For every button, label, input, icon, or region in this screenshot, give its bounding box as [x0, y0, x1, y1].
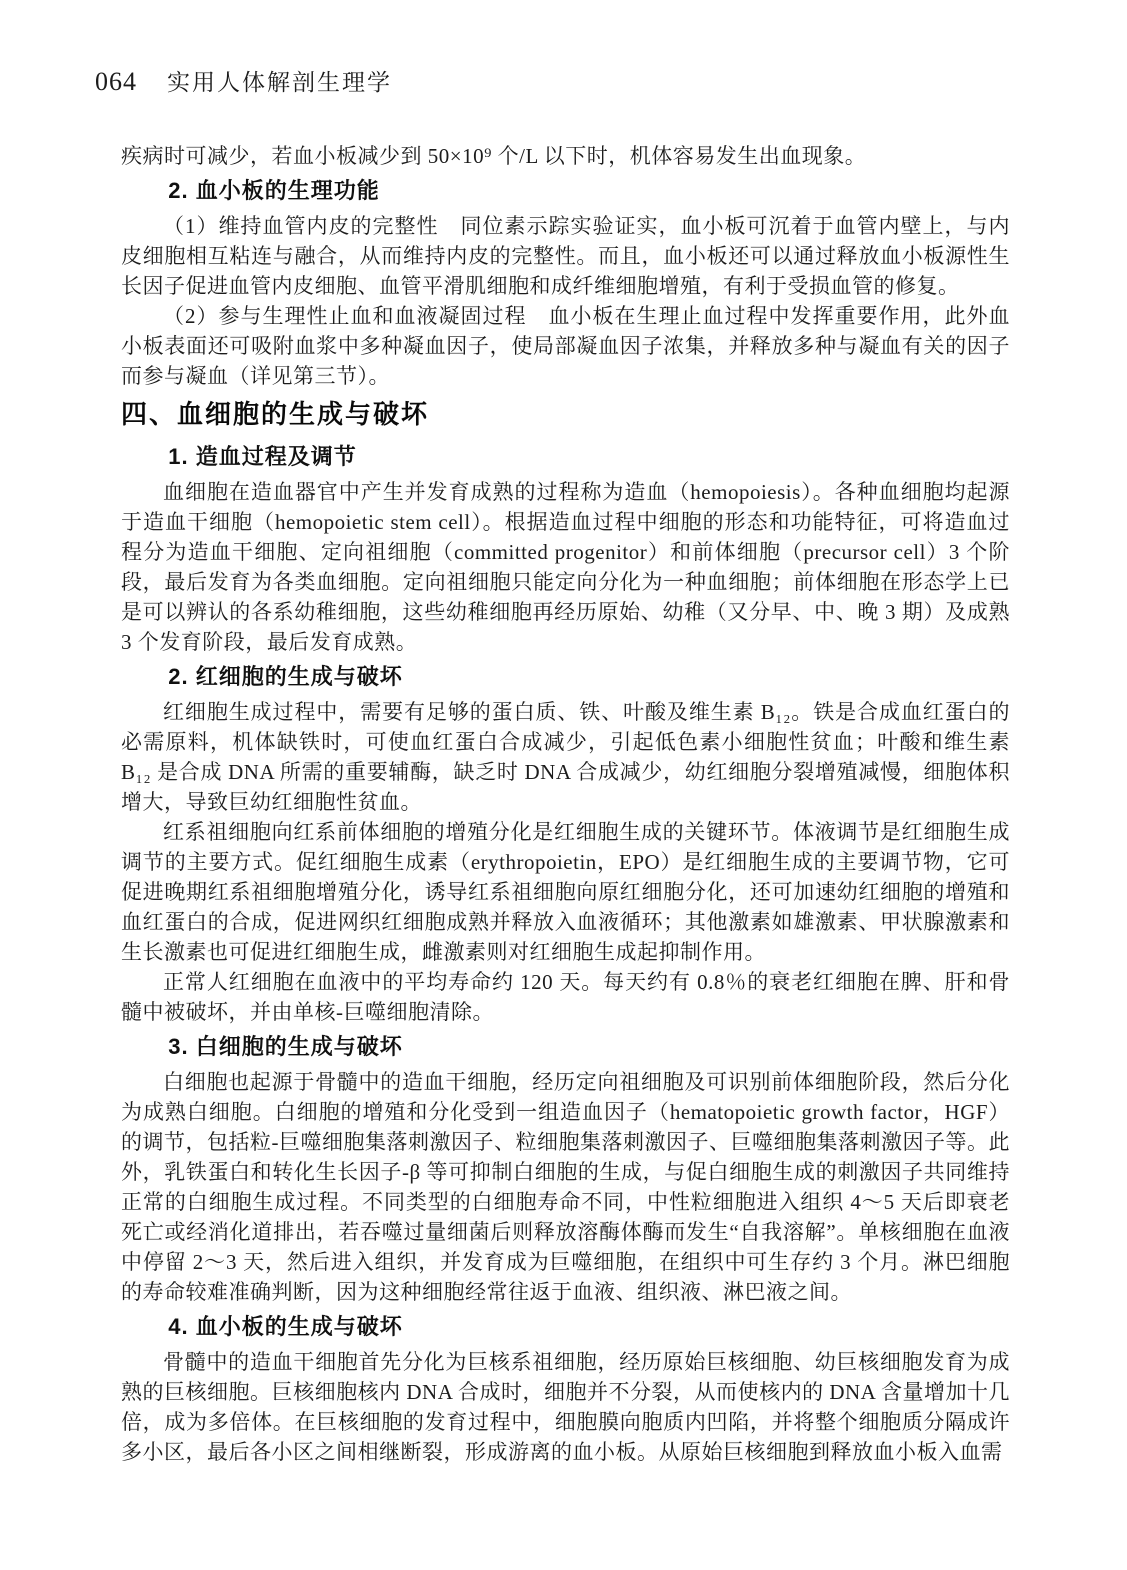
paragraph: （2）参与生理性止血和血液凝固过程 血小板在生理止血过程中发挥重要作用，此外血小板表面还可吸附血浆中多种凝血因子，使局部凝血因子浓集，并释放多种与凝血有关的因子而参与凝血（详见第三节）。 [121, 304, 1010, 388]
paragraph: 红系祖细胞向红系前体细胞的增殖分化是红细胞生成的关键环节。体液调节是红细胞生成调节的主要方式。促红细胞生成素（erythropoietin，EPO）是红细胞生成的主要调节物，它可促进晚期红系祖细胞增殖分化，诱导红系祖细胞向原红细胞分化，还可加速幼红细胞的增殖和血红蛋白的合成，促进网织红细胞成熟并释放入血液循环；其他激素如雄激素、甲状腺激素和生长激素也可促进红细胞生成，雌激素则对红细胞生成起抑制作用。 [121, 820, 1010, 964]
page-content [121, 141, 1010, 1467]
paragraph-continuation: 疾病时可减少，若血小板减少到 50×10⁹ 个/L 以下时，机体容易发生出血现象。 [121, 144, 867, 168]
page-number: 064 [95, 67, 137, 96]
paragraph: 白细胞也起源于骨髓中的造血干细胞，经历定向祖细胞及可识别前体细胞阶段，然后分化为成熟白细胞。白细胞的增殖和分化受到一组造血因子（hematopoietic growth factor，HGF）的调节，包括粒-巨噬细胞集落刺激因子、粒细胞集落刺激因子、巨噬细胞集落刺激因子等。此外，乳铁蛋白和转化生长因子-β 等可抑制白细胞的生成，与促白细胞生成的刺激因子共同维持正常的白细胞生成过程。不同类型的白细胞寿命不同，中性粒细胞进入组织 4～5 天后即衰老死亡或经消化道排出，若吞噬过量细菌后则释放溶酶体酶而发生“自我溶解”。单核细胞在血液中停留 2～3 天，然后进入组织，并发育成为巨噬细胞，在组织中可生存约 3 个月。淋巴细胞的寿命较难准确判断，因为这种细胞经常往返于血液、组织液、淋巴液之间。 [121, 1070, 1010, 1304]
paragraph: 正常人红细胞在血液中的平均寿命约 120 天。每天约有 0.8％的衰老红细胞在脾、肝和骨髓中被破坏，并由单核-巨噬细胞清除。 [121, 970, 1010, 1024]
paragraph: 红细胞生成过程中，需要有足够的蛋白质、铁、叶酸及维生素 B₁₂。铁是合成血红蛋白的必需原料，机体缺铁时，可使血红蛋白合成减少，引起低色素小细胞性贫血；叶酸和维生素 B₁₂ 是合成 DNA 所需的重要辅酶，缺乏时 DNA 合成减少，幼红细胞分裂增殖减慢，细胞体积增大，导致巨幼红细胞性贫血。 [121, 700, 1010, 814]
subsection-heading-rbc: 2. 红细胞的生成与破坏 [168, 664, 403, 689]
section-heading-blood-cell-generation: 四、血细胞的生成与破坏 [121, 399, 430, 429]
subsection-heading-platelet-generation: 4. 血小板的生成与破坏 [168, 1314, 403, 1339]
subsection-heading-platelet-function: 2. 血小板的生理功能 [168, 178, 380, 203]
subsection-heading-hemopoiesis: 1. 造血过程及调节 [168, 444, 357, 469]
book-title: 实用人体解剖生理学 [167, 70, 392, 95]
subsection-heading-wbc: 3. 白细胞的生成与破坏 [168, 1034, 403, 1059]
paragraph: （1）维持血管内皮的完整性 同位素示踪实验证实，血小板可沉着于血管内壁上，与内皮细胞相互粘连与融合，从而维持内皮的完整性。而且，血小板还可以通过释放血小板源性生长因子促进血管内皮细胞、血管平滑肌细胞和成纤维细胞增殖，有利于受损血管的修复。 [121, 214, 1010, 298]
paragraph: 血细胞在造血器官中产生并发育成熟的过程称为造血（hemopoiesis）。各种血细胞均起源于造血干细胞（hemopoietic stem cell）。根据造血过程中细胞的形态和功能特征，可将造血过程分为造血干细胞、定向祖细胞（committed progenitor）和前体细胞（precursor cell）3 个阶段，最后发育为各类血细胞。定向祖细胞只能定向分化为一种血细胞；前体细胞在形态学上已是可以辨认的各系幼稚细胞，这些幼稚细胞再经历原始、幼稚（又分早、中、晚 3 期）及成熟 3 个发育阶段，最后发育成熟。 [121, 480, 1010, 654]
paragraph: 骨髓中的造血干细胞首先分化为巨核系祖细胞，经历原始巨核细胞、幼巨核细胞发育为成熟的巨核细胞。巨核细胞核内 DNA 合成时，细胞并不分裂，从而使核内的 DNA 含量增加十几倍，成为多倍体。在巨核细胞的发育过程中，细胞膜向胞质内凹陷，并将整个细胞质分隔成许多小区，最后各小区之间相继断裂，形成游离的血小板。从原始巨核细胞到释放血小板入血需 [121, 1350, 1010, 1464]
running-header [95, 64, 1025, 97]
